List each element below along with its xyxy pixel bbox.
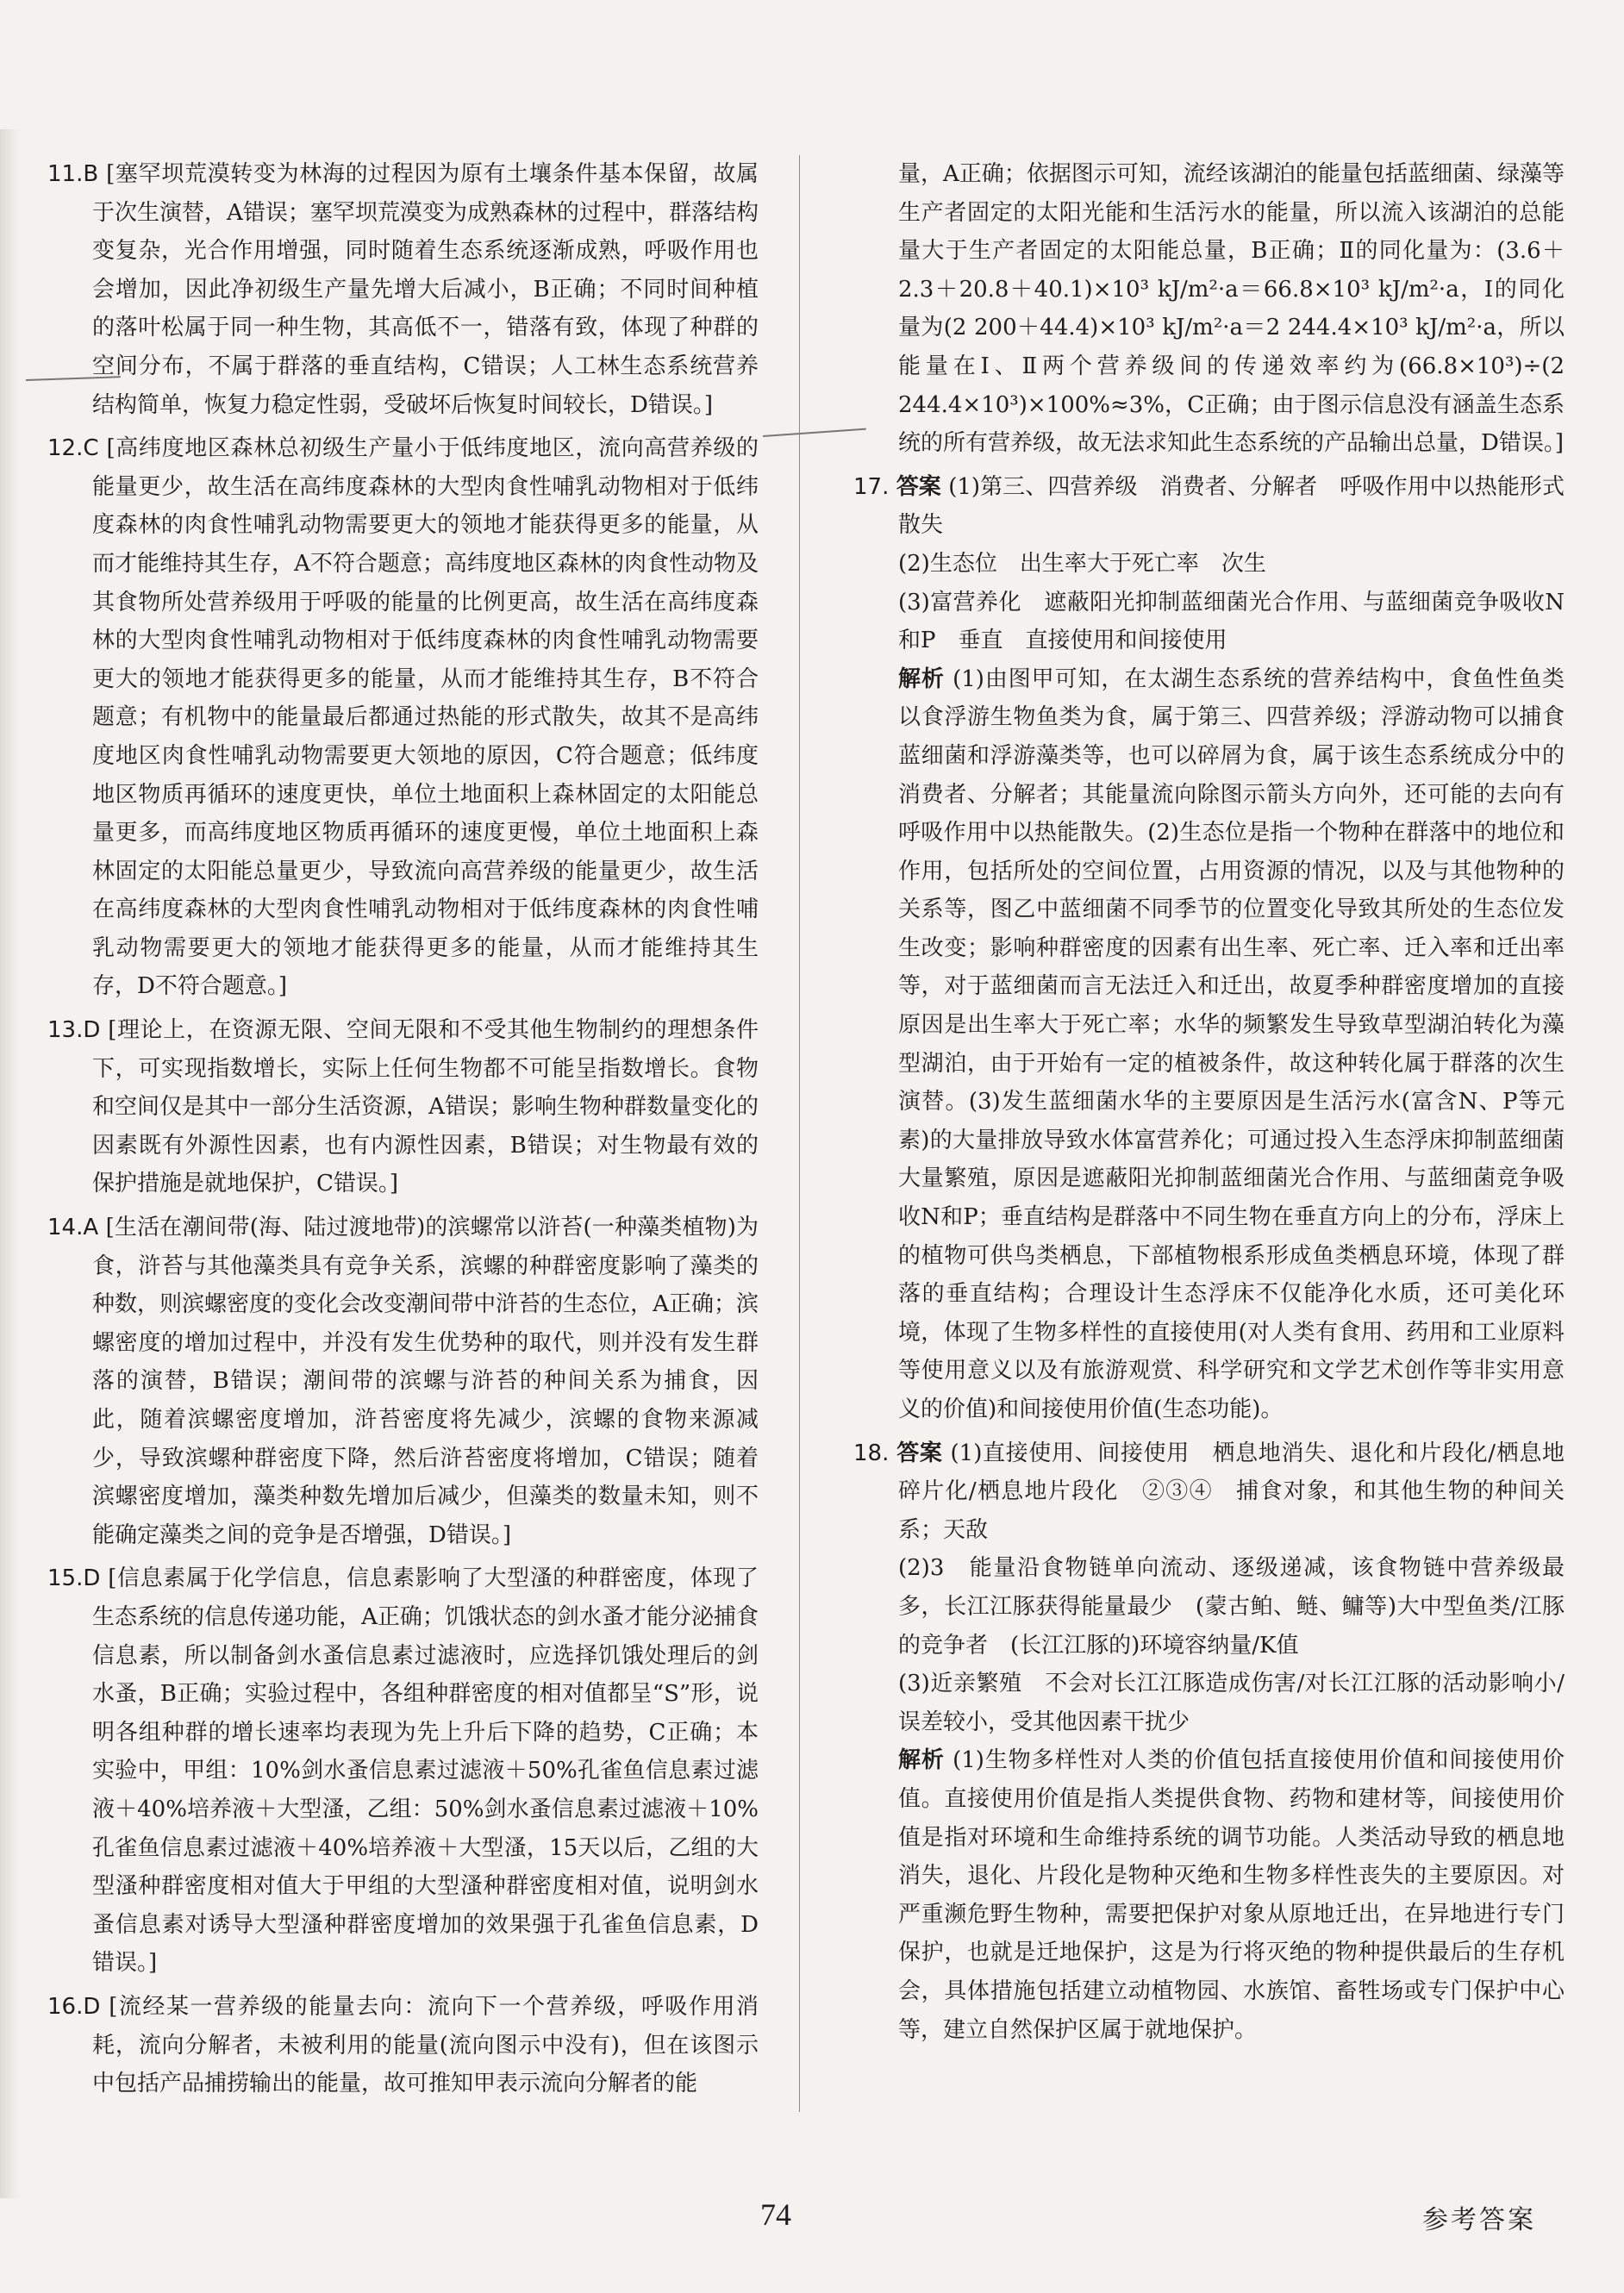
page-binding-shadow [0, 129, 19, 2198]
pencil-mark-middle [763, 428, 866, 437]
analysis [898, 660, 1565, 1429]
question-explanation: [流经某一营养级的能量去向：流向下一个营养级，呼吸作用消耗，流向分解者，未被利用的能量(流向图示中没有)，但在该图示中包括产品捕捞输出的能量，故可推知甲表示流向分解者的能 [92, 1993, 759, 2097]
question-number: 14.A [47, 1215, 99, 1241]
question-number: 15.D [47, 1565, 101, 1592]
question-17 [853, 468, 1565, 1429]
answer-part: (3)近亲繁殖 不会对长江江豚造成伤害/对长江江豚的活动影响小/误差较小，受其他因素干扰少 [898, 1671, 1565, 1735]
column-divider [799, 155, 800, 2112]
question-14 [47, 1209, 759, 1554]
question-number: 11.B [47, 161, 99, 187]
question-explanation: [高纬度地区森林总初级生产量小于低纬度地区，流向高营养级的能量更少，故生活在高纬度森林的大型肉食性哺乳动物相对于低纬度森林的肉食性哺乳动物需要更大的领地才能获得更多的能量，从而才能维持其生存，A不符合题意；高纬度地区森林的肉食性动物及其食物所处营养级用于呼吸的能量的比例更高，故生活在高纬度森林的大型肉食性哺乳动物相对于低纬度森林的肉食性哺乳动物需要更大的领地才能获得更多的能量，从而才能维持其生存，B不符合题意；有机物中的能量最后都通过热能的形式散失，故其不是高纬度地区肉食性哺乳动物需要更大领地的原因，C符合题意；低纬度地区物质再循环的速度更快，单位土地面积上森林固定的太阳能总量更多，而高纬度地区物质再循环的速度更慢，单位土地面积上森林固定的太阳能总量更少，导致流向高营养级的能量更少，故生活在高纬度森林的大型肉食性哺乳动物相对于低纬度森林的肉食性哺乳动物需要更大的领地才能获得更多的能量，从而才能维持其生存，D不符合题意。] [92, 435, 759, 1000]
question-11 [47, 155, 759, 424]
left-column [47, 155, 759, 2109]
question-number: 16.D [47, 1993, 101, 2020]
question-13 [47, 1011, 759, 1203]
answer-label: 答案 [896, 1440, 943, 1466]
answer-part: (3)富营养化 遮蔽阳光抑制蓝细菌光合作用、与蓝细菌竞争吸收N和P 垂直 直接使用和间接使用 [898, 589, 1565, 654]
footer-title: 参考答案 [1422, 2205, 1536, 2235]
question-explanation: [塞罕坝荒漠转变为林海的过程因为原有土壤条件基本保留，故属于次生演替，A错误；塞罕坝荒漠变为成熟森林的过程中，群落结构变复杂，光合作用增强，同时随着生态系统逐渐成熟，呼吸作用也会增加，因此净初级生产量先增大后减小，B正确；不同时间种植的落叶松属于同一种生物，其高低不一，错落有致，体现了种群的空间分布，不属于群落的垂直结构，C错误；人工林生态系统营养结构简单，恢复力稳定性弱，受破坏后恢复时间较长，D错误。] [92, 161, 759, 418]
question-16-continuation [853, 155, 1565, 463]
question-12 [47, 429, 759, 1006]
question-18 [853, 1434, 1565, 2050]
question-number: 13.D [47, 1017, 101, 1044]
answer-part: (2)3 能量沿食物链单向流动、逐级递减，该食物链中营养级最多，长江江豚获得能量最少 (蒙古鲌、鲢、鳙等)大中型鱼类/江豚的竞争者 (长江江豚的)环境容纳量/K值 [898, 1555, 1565, 1659]
question-number: 17. [853, 473, 890, 500]
question-number: 12.C [47, 435, 99, 462]
analysis-label: 解析 [898, 665, 945, 692]
continuation-text: 量，A正确；依据图示可知，流经该湖泊的能量包括蓝细菌、绿藻等生产者固定的太阳光能和生活污水的能量，所以流入该湖泊的总能量大于生产者固定的太阳能总量，B正确；Ⅱ的同化量为：(3.6＋2.3＋20.8＋40.1)×10³ kJ/m²·a＝66.8×10³ kJ/m²·a，Ⅰ的同化量为(2 200＋44.4)×10³ kJ/m²·a＝2 244.4×10³ kJ/m²·a，所以能量在Ⅰ、Ⅱ两个营养级间的传递效率约为(66.8×10³)÷(2 244.4×10³)×100%≈3%，C正确；由于图示信息没有涵盖生态系统的所有营养级，故无法求知此生态系统的产品输出总量，D错误。] [898, 161, 1565, 457]
question-number: 18. [853, 1440, 890, 1466]
question-explanation: [生活在潮间带(海、陆过渡地带)的滨螺常以浒苔(一种藻类植物)为食，浒苔与其他藻类具有竞争关系，滨螺的种群密度影响了藻类的种数，则滨螺密度的变化会改变潮间带中浒苔的生态位，A正确；滨螺密度的增加过程中，并没有发生优势种的取代，则并没有发生群落的演替，B错误；潮间带的滨螺与浒苔的种间关系为捕食，因此，随着滨螺密度增加，浒苔密度将先减少，滨螺的食物来源减少，导致滨螺种群密度下降，然后浒苔密度将增加，C错误；随着滨螺密度增加，藻类种数先增加后减少，但藻类的数量未知，则不能确定藻类之间的竞争是否增强，D错误。] [92, 1215, 759, 1548]
analysis-label: 解析 [898, 1747, 945, 1774]
analysis-text: (1)生物多样性对人类的价值包括直接使用价值和间接使用价值。直接使用价值是指人类提供食物、药物和建材等，间接使用价值是指对环境和生命维持系统的调节功能。人类活动导致的栖息地消失，退化、片段化是物种灭绝和生物多样性丧失的主要原因。对严重濒危野生物种，需要把保护对象从原地迁出，在异地进行专门保护，也就是迁地保护，这是为行将灭绝的物种提供最后的生存机会，具体措施包括建立动植物园、水族馆、畜牲场或专门保护中心等，建立自然保护区属于就地保护。 [898, 1747, 1565, 2043]
page-number: 74 [760, 2197, 791, 2232]
answer-part: (2)生态位 出生率大于死亡率 次生 [898, 550, 1266, 577]
analysis [898, 1741, 1565, 2049]
question-explanation: [理论上，在资源无限、空间无限和不受其他生物制约的理想条件下，可实现指数增长，实际上任何生物都不可能呈指数增长。食物和空间仅是其中一部分生活资源，A错误；影响生物种群数量变化的因素既有外源性因素，也有内源性因素，B错误；对生物最有效的保护措施是就地保护，C错误。] [92, 1017, 759, 1197]
question-15 [47, 1559, 759, 1983]
answer-part: (1)直接使用、间接使用 栖息地消失、退化和片段化/栖息地碎片化/栖息地片段化 ②③④ 捕食对象，和其他生物的种间关系；天敌 [898, 1440, 1565, 1543]
analysis-text: (1)由图甲可知，在太湖生态系统的营养结构中，食鱼性鱼类以食浮游生物鱼类为食，属于第三、四营养级；浮游动物可以捕食蓝细菌和浮游藻类等，也可以碎屑为食，属于该生态系统成分中的消费者、分解者；其能量流向除图示箭头方向外，还可能的去向有呼吸作用中以热能散失。(2)生态位是指一个物种在群落中的地位和作用，包括所处的空间位置，占用资源的情况，以及与其他物种的关系等，图乙中蓝细菌不同季节的位置变化导致其所处的生态位发生改变；影响种群密度的因素有出生率、死亡率、迁入率和迁出率等，对于蓝细菌而言无法迁入和迁出，故夏季种群密度增加的直接原因是出生率大于死亡率；水华的频繁发生导致草型湖泊转化为藻型湖泊，由于开始有一定的植被条件，故这种转化属于群落的次生演替。(3)发生蓝细菌水华的主要原因是生活污水(富含N、P等元素)的大量排放导致水体富营养化；可通过投入生态浮床抑制蓝细菌大量繁殖，原因是遮蔽阳光抑制蓝细菌光合作用、与蓝细菌竞争吸收N和P；垂直结构是群落中不同生物在垂直方向上的分布，浮床上的植物可供鸟类栖息，下部植物根系形成鱼类栖息环境，体现了群落的垂直结构；合理设计生态浮床不仅能净化水质，还可美化环境，体现了生物多样性的直接使用(对人类有食用、药用和工业原料等使用意义以及有旅游观赏、科学研究和文学艺术创作等非实用意义的价值)和间接使用价值(生态功能)。 [898, 665, 1565, 1422]
question-16 [47, 1988, 759, 2103]
question-explanation: [信息素属于化学信息，信息素影响了大型溞的种群密度，体现了生态系统的信息传递功能，A正确；饥饿状态的剑水蚤才能分泌捕食信息素，所以制备剑水蚤信息素过滤液时，应选择饥饿处理后的剑水蚤，B正确；实验过程中，各组种群密度的相对值都呈“S”形，说明各组种群的增长速率均表现为先上升后下降的趋势，C正确；本实验中，甲组：10%剑水蚤信息素过滤液＋50%孔雀鱼信息素过滤液＋40%培养液＋大型溞，乙组：50%剑水蚤信息素过滤液＋10%孔雀鱼信息素过滤液＋40%培养液＋大型溞，15天以后，乙组的大型溞种群密度相对值大于甲组的大型溞种群密度相对值，说明剑水蚤信息素对诱导大型溞种群密度增加的效果强于孔雀鱼信息素，D错误。] [92, 1565, 759, 1977]
answer-label: 答案 [896, 473, 941, 500]
answer-part: (1)第三、四营养级 消费者、分解者 呼吸作用中以热能形式散失 [898, 473, 1565, 539]
right-column [853, 155, 1565, 2054]
